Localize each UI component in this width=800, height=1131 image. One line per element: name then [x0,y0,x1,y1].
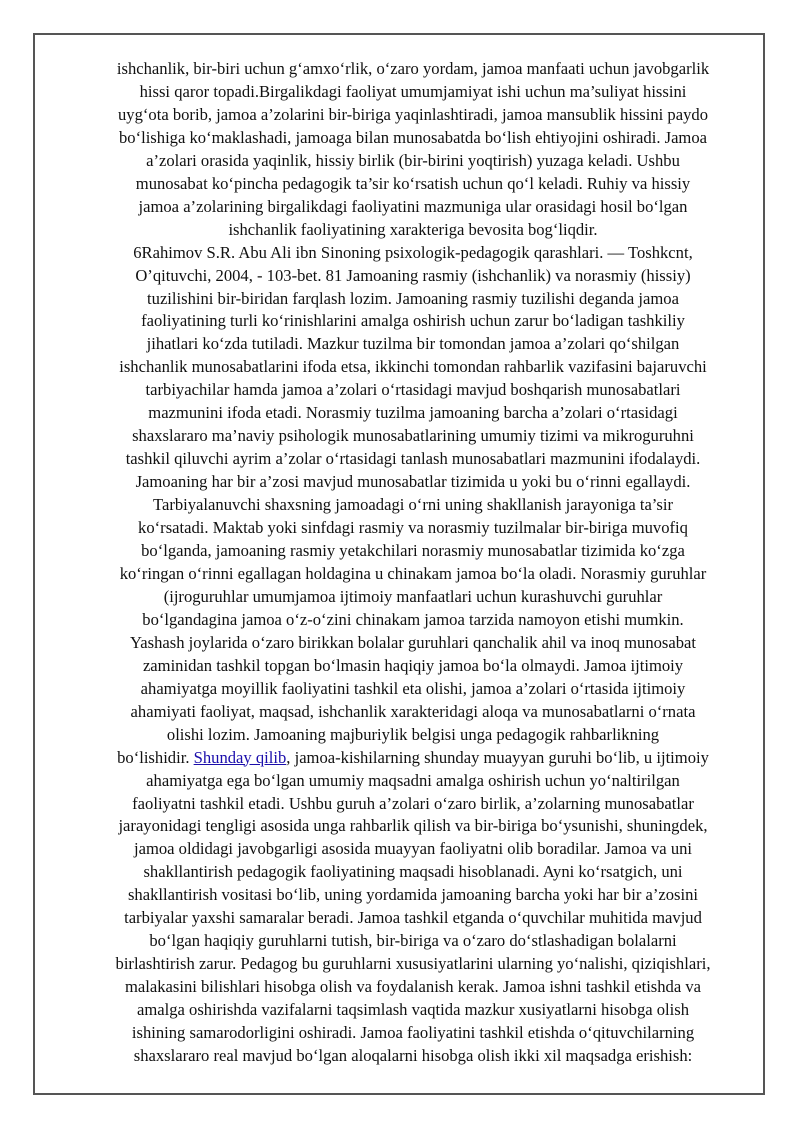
text-line: ishchanlik faoliyatining xarakteriga bevosita bog‘liqdir. [228,219,598,239]
text-line: (ijroguruhlar umumjamoa ijtimoiy manfaatlari uchun kurashuvchi guruhlar [163,586,663,606]
text-line: bo‘lishiga ko‘maklashadi, jamoaga bilan munosabatda bo‘lish ehtiyojini oshiradi. Jamoa [118,127,708,147]
text-line: birlashtirish zarur. Pedagog bu guruhlarni xususiyatlarini ularning yo‘nalishi, qiziqishlari, [115,954,711,974]
text-line: Jamoaning har bir a’zosi mavjud munosabatlar tizimida u yoki bu o‘rinni egallaydi. [135,472,691,492]
text-line: uyg‘ota borib, jamoa a’zolarini bir-biriga yaqinlashtiradi, jamoa mansublik hissini paydo [118,104,708,124]
text-line: shakllantirish vositasi bo‘lib, uning yordamida jamoaning barcha yoki har bir a’zosini [127,885,699,905]
text-segment: bo‘lishidir. [117,747,194,767]
text-line: zaminidan tashkil topgan bo‘lmasin haqiqiy jamoa bo‘la olmaydi. Jamoa ijtimoiy [142,655,684,675]
text-line: Tarbiyalanuvchi shaxsning jamoadagi o‘rni uning shakllanish jarayoniga ta’sir [152,495,674,515]
text-line: ko‘ringan o‘rinni egallagan holdagina u chinakam jamoa bo‘la oladi. Norasmiy guruhlar [119,563,707,583]
text-line: olishi lozim. Jamoaning majburiylik belgisi unga pedagogik rahbarlikning [166,724,660,744]
text-segment: , jamoa-kishilarning shunday muayyan guruhi bo‘lib, u ijtimoiy [286,747,709,767]
text-line: jarayonidagi tengligi asosida unga rahbarlik qilish va bir-biriga bo‘ysunishi, shuningdek, [118,816,708,836]
text-line: tarbiyachilar hamda jamoa a’zolari o‘rtasidagi mavjud boshqarish munosabatlari [145,380,681,400]
text-line: faoliyatining turli ko‘rinishlarini amalga oshirish uchun zarur bo‘ladigan tashkiliy [141,311,685,331]
footnote-line: 6Rahimov S.R. Abu Ali ibn Sinoning psixologik-pedagogik qarashlari. — Toshkcnt, [133,242,693,262]
text-line: ahamiyati faoliyat, maqsad, ishchanlik xarakteridagi aloqa va munosabatlarni o‘rnata [130,701,696,721]
text-line: ishining samarodorligini oshiradi. Jamoa faoliyatini tashkil etishda o‘qituvchilarning [131,1023,695,1043]
text-line: Yashash joylarida o‘zaro birikkan bolalar guruhlari qanchalik ahil va inoq munosabat [129,632,697,652]
text-line-with-link [46,747,780,770]
text-line: jamoa oldidagi javobgarligi asosida muayyan faoliyatni olib boradilar. Jamoa va uni [133,839,693,859]
text-line: bo‘lgandagina jamoa o‘z-o‘zini chinakam jamoa tarzida namoyon etishi mumkin. [142,609,684,629]
document-body [46,58,780,1068]
text-line: tuzilishini bir-biridan farqlash lozim. Jamoaning rasmiy tuzilishi deganda jamoa [147,288,679,308]
text-line: jamoa a’zolarining birgalikdagi faoliyatini mazmuniga ular orasidagi hosil bo‘lgan [138,196,688,216]
text-line: tarbiyalar yaxshi samaralar beradi. Jamoa tashkil etganda o‘quvchilar muhitida mavjud [124,908,702,928]
text-line: ko‘rsatadi. Maktab yoki sinfdagi rasmiy va norasmiy tuzilmalar bir-biriga muvofiq [138,518,688,538]
text-line: tashkil qiluvchi ayrim a’zolar o‘rtasidagi tanlash munosabatlari mazmunini ifodalaydi. [125,449,701,469]
text-line: malakasini bilishlari hisobga olish va foydalanish kerak. Jamoa ishni tashkil etishda va [124,977,702,997]
text-line: amalga oshirishda vazifalarni taqsimlash vaqtida mazkur xusiyatlarni hisobga olish [136,1000,690,1020]
text-line: ishchanlik munosabatlarini ifoda etsa, ikkinchi tomondan rahbarlik vazifasini bajaruvchi [119,357,707,377]
footnote-line: O’qituvchi, 2004, - 103-bet. 81 Jamoaning rasmiy (ishchanlik) va norasmiy (hissiy) [135,265,691,285]
text-line: faoliyatni tashkil etadi. Ushbu guruh a’zolari o‘zaro birlik, a’zolarning munosabatlar [132,793,694,813]
text-line: ahamiyatga moyillik faoliyatini tashkil eta olishi, jamoa a’zolari o‘rtasida ijtimoiy [140,678,686,698]
text-line: ishchanlik, bir-biri uchun g‘amxo‘rlik, o‘zaro yordam, jamoa manfaati uchun javobgarlik [116,59,710,78]
text-line: ahamiyatga ega bo‘lgan umumiy maqsadni amalga oshirish uchun yo‘naltirilgan [146,770,680,790]
text-line: shaxslararo ma’naviy psihologik munosabatlarining umumiy tizimi va mikroguruhni [132,426,694,446]
text-line: bo‘lganda, jamoaning rasmiy yetakchilari norasmiy munosabatlar tizimida ko‘zga [141,541,685,561]
text-line: shaxslararo real mavjud bo‘lgan aloqalarni hisobga olish ikki xil maqsadga erishish: [133,1045,693,1065]
shunday-qilib-link[interactable]: Shunday qilib [193,747,287,767]
text-line: bo‘lgan haqiqiy guruhlarni tutish, bir-biriga va o‘zaro do‘stlashadigan bolalarni [149,931,677,951]
text-line: jihatlari ko‘zda tutiladi. Mazkur tuzilma bir tomondan jamoa a’zolari qo‘shilgan [146,334,680,354]
text-line: shakllantirish pedagogik faoliyatining maqsadi hisoblanadi. Ayni ko‘rsatgich, uni [143,862,683,882]
text-line: mazmunini ifoda etadi. Norasmiy tuzilma jamoaning barcha a’zolari o‘rtasidagi [148,403,678,423]
text-line: a’zolari orasida yaqinlik, hissiy birlik (bir-birini yoqtirish) yuzaga keladi. Ushbu [146,150,680,170]
text-line: munosabat ko‘pincha pedagogik ta’sir ko‘rsatish uchun qo‘l keladi. Ruhiy va hissiy [135,173,691,193]
text-line: hissi qaror topadi.Birgalikdagi faoliyat umumjamiyat ishi uchun ma’suliyat hissini [139,81,687,101]
